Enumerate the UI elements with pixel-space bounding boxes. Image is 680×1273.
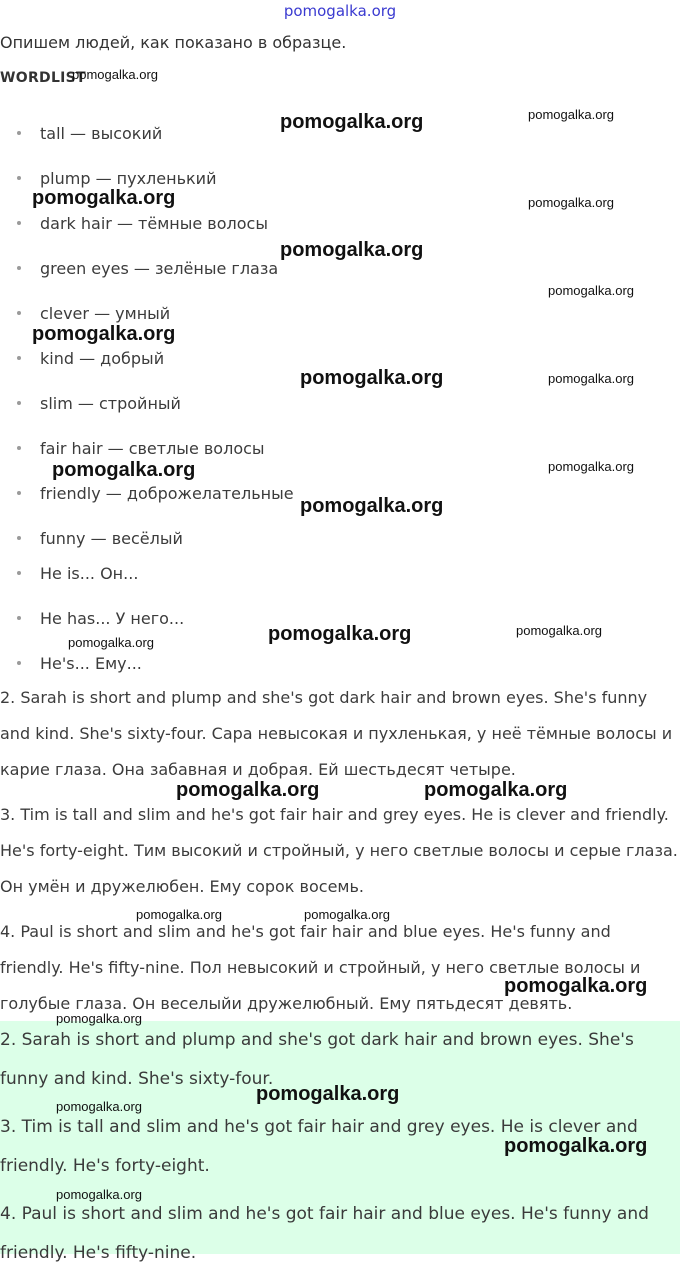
watermark: pomogalka.org xyxy=(548,283,634,298)
bullet-icon xyxy=(17,221,21,225)
watermark: pomogalka.org xyxy=(304,907,390,922)
answer-2: 2. Sarah is short and plump and she's got dark hair and brown eyes. She's funny and kind. She's sixty-four. xyxy=(0,1030,634,1089)
example-paragraph-3: 3. Tim is tall and slim and he's got fair hair and grey eyes. He is clever and friendly. He's forty-eight. Тим высокий и стройный, у него светлые волосы и серые глаза. Он умён и дружелюбен. Ему сорок восемь. xyxy=(0,805,678,896)
watermark: pomogalka.org xyxy=(516,623,602,638)
watermark: pomogalka.org xyxy=(32,187,176,209)
watermark: pomogalka.org xyxy=(52,459,196,481)
example-paragraph-4: 4. Paul is short and slim and he's got fair hair and blue eyes. He's funny and friendly. He's fifty-nine. Пол невысокий и стройный, у него светлые волосы и голубые глаза. Он веселыйи дружелюбный. Ему пятьдесят девять. xyxy=(0,922,641,1013)
watermark: pomogalka.org xyxy=(424,779,568,801)
watermark: pomogalka.org xyxy=(280,111,424,133)
watermark: pomogalka.org xyxy=(32,323,176,345)
bullet-icon xyxy=(17,446,21,450)
example-paragraph-2: 2. Sarah is short and plump and she's got dark hair and brown eyes. She's funny and kind. She's sixty-four. Сара невысокая и пухленькая, у неё тёмные волосы и карие глаза. Она забавная и добрая. Ей шестьдесят четыре. xyxy=(0,688,673,779)
bullet-icon xyxy=(17,616,21,620)
bullet-icon xyxy=(17,311,21,315)
answer-3: 3. Tim is tall and slim and he's got fair hair and grey eyes. He is clever and friendly. He's forty-eight. xyxy=(0,1117,638,1176)
watermark: pomogalka.org xyxy=(504,1135,648,1157)
answer-4: 4. Paul is short and slim and he's got fair hair and blue eyes. He's funny and friendly. He's fifty-nine. xyxy=(0,1204,649,1263)
watermark: pomogalka.org xyxy=(300,367,444,389)
bullet-icon xyxy=(17,401,21,405)
bullet-icon xyxy=(17,131,21,135)
bullet-icon xyxy=(17,571,21,575)
watermark: pomogalka.org xyxy=(548,459,634,474)
watermark: pomogalka.org xyxy=(176,779,320,801)
watermark: pomogalka.org xyxy=(72,67,158,82)
watermark: pomogalka.org xyxy=(528,195,614,210)
bullet-icon xyxy=(17,661,21,665)
watermark: pomogalka.org xyxy=(504,975,648,997)
watermark: pomogalka.org xyxy=(528,107,614,122)
bullet-icon xyxy=(17,176,21,180)
bullet-icon xyxy=(17,536,21,540)
watermark: pomogalka.org xyxy=(136,907,222,922)
watermark: pomogalka.org xyxy=(68,635,154,650)
wordlist-title: WORDLIST xyxy=(0,70,86,86)
bullet-icon xyxy=(17,266,21,270)
intro-text: Опишем людей, как показано в образце. xyxy=(0,33,347,52)
watermark: pomogalka.org xyxy=(268,623,412,645)
watermark: pomogalka.org xyxy=(56,1099,142,1114)
watermark: pomogalka.org xyxy=(300,495,444,517)
watermark: pomogalka.org xyxy=(56,1011,142,1026)
watermark: pomogalka.org xyxy=(548,371,634,386)
watermark: pomogalka.org xyxy=(256,1083,400,1105)
bullet-icon xyxy=(17,356,21,360)
bullet-icon xyxy=(17,491,21,495)
watermark: pomogalka.org xyxy=(56,1187,142,1202)
watermark: pomogalka.org xyxy=(280,239,424,261)
top-watermark: pomogalka.org xyxy=(283,2,397,20)
